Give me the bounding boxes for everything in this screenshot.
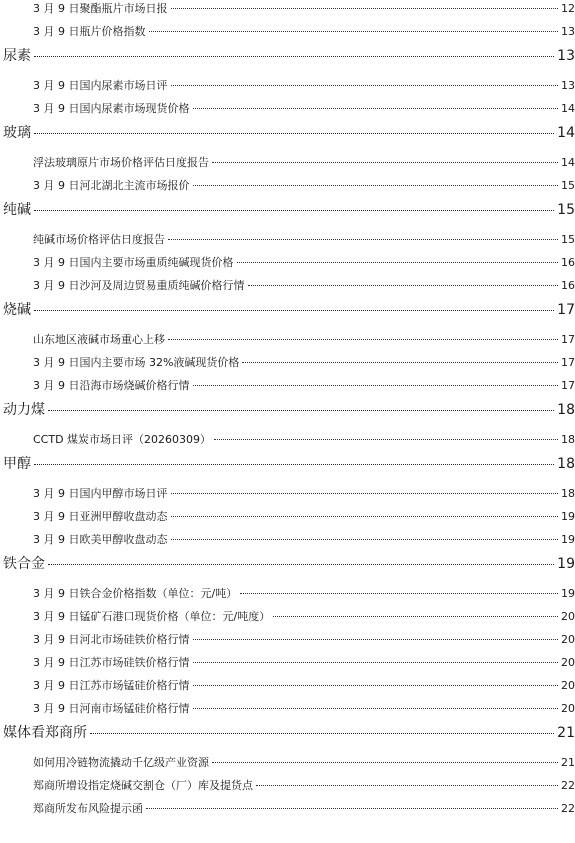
toc-section[interactable] (3, 453, 575, 473)
toc-entry-title: 甲醇 (3, 456, 31, 472)
dot-leader (193, 639, 559, 640)
toc-entry-page-number: 16 (561, 256, 575, 269)
toc-entry-page-number: 19 (561, 533, 575, 546)
toc-item[interactable] (33, 0, 575, 16)
dot-leader (193, 708, 559, 709)
toc-entry-title: 3 月 9 日国内尿素市场日评 (33, 79, 168, 92)
toc-entry-page-number: 17 (561, 356, 575, 369)
toc-section[interactable] (3, 199, 575, 219)
toc-entry-title: 3 月 9 日国内主要市场 32%液碱现货价格 (33, 356, 240, 369)
toc-item[interactable] (33, 377, 575, 393)
toc-entry-title: 如何用冷链物流撬动千亿级产业资源 (33, 756, 209, 769)
toc-entry-title: 铁合金 (3, 556, 45, 572)
toc-entry-title: 3 月 9 日河北湖北主流市场报价 (33, 179, 190, 192)
toc-item[interactable] (33, 485, 575, 501)
toc-item[interactable] (33, 608, 575, 624)
dot-leader (48, 564, 554, 565)
dot-leader (256, 785, 558, 786)
toc-entry-page-number: 18 (561, 433, 575, 446)
toc-entry-page-number: 13 (557, 48, 575, 64)
toc-entry-title: 3 月 9 日国内甲醇市场日评 (33, 487, 168, 500)
toc-entry-page-number: 17 (561, 333, 575, 346)
toc-entry-page-number: 17 (557, 302, 575, 318)
toc-item[interactable] (33, 277, 575, 293)
dot-leader (168, 239, 558, 240)
toc-entry-title: 纯碱 (3, 202, 31, 218)
toc-entry-title: 3 月 9 日江苏市场硅铁价格行情 (33, 656, 190, 669)
toc-section[interactable] (3, 299, 575, 319)
dot-leader (212, 762, 558, 763)
toc-entry-title: 3 月 9 日瓶片价格指数 (33, 25, 146, 38)
toc-entry-title: 3 月 9 日沿海市场烧碱价格行情 (33, 379, 190, 392)
dot-leader (171, 516, 559, 517)
toc-entry-page-number: 22 (561, 802, 575, 815)
toc-item[interactable] (33, 331, 575, 347)
dot-leader (90, 733, 554, 734)
dot-leader (214, 439, 558, 440)
toc-entry-page-number: 22 (561, 779, 575, 792)
toc-entry-title: 山东地区液碱市场重心上移 (33, 333, 165, 346)
toc-entry-page-number: 14 (561, 156, 575, 169)
toc-item[interactable] (33, 154, 575, 170)
toc-entry-page-number: 15 (557, 202, 575, 218)
toc-entry-page-number: 20 (561, 656, 575, 669)
toc-item[interactable] (33, 354, 575, 370)
toc-entry-page-number: 14 (561, 102, 575, 115)
toc-entry-page-number: 13 (561, 79, 575, 92)
toc-item[interactable] (33, 431, 575, 447)
dot-leader (34, 133, 554, 134)
dot-leader (242, 362, 558, 363)
toc-item[interactable] (33, 754, 575, 770)
toc-section[interactable] (3, 45, 575, 65)
toc-item[interactable] (33, 800, 575, 816)
dot-leader (149, 31, 559, 32)
toc-entry-title: 3 月 9 日国内主要市场重质纯碱现货价格 (33, 256, 234, 269)
toc-entry-title: 郑商所增设指定烧碱交割仓（厂）库及提货点 (33, 779, 253, 792)
dot-leader (193, 662, 559, 663)
toc-entry-title: 3 月 9 日河南市场锰硅价格行情 (33, 702, 190, 715)
toc-item[interactable] (33, 254, 575, 270)
toc-section[interactable] (3, 122, 575, 142)
toc-entry-title: 3 月 9 日江苏市场锰硅价格行情 (33, 679, 190, 692)
toc-entry-page-number: 21 (561, 756, 575, 769)
toc-entry-page-number: 20 (561, 679, 575, 692)
dot-leader (34, 310, 554, 311)
toc-entry-title: 媒体看郑商所 (3, 725, 87, 741)
toc-entry-title: 郑商所发布风险提示函 (33, 802, 143, 815)
dot-leader (168, 339, 558, 340)
dot-leader (193, 185, 559, 186)
toc-section[interactable] (3, 722, 575, 742)
toc-entry-page-number: 18 (561, 487, 575, 500)
dot-leader (237, 262, 559, 263)
toc-entry-page-number: 16 (561, 279, 575, 292)
dot-leader (34, 56, 554, 57)
dot-leader (48, 410, 554, 411)
dot-leader (171, 85, 559, 86)
toc-entry-page-number: 15 (561, 233, 575, 246)
toc-item[interactable] (33, 631, 575, 647)
toc-item[interactable] (33, 677, 575, 693)
toc-entry-title: 烧碱 (3, 302, 31, 318)
toc-entry-page-number: 19 (557, 556, 575, 572)
toc-entry-page-number: 20 (561, 702, 575, 715)
toc-item[interactable] (33, 777, 575, 793)
toc-section[interactable] (3, 553, 575, 573)
toc-entry-title: 纯碱市场价格评估日度报告 (33, 233, 165, 246)
toc-entry-title: 3 月 9 日沙河及周边贸易重质纯碱价格行情 (33, 279, 245, 292)
toc-entry-page-number: 12 (561, 2, 575, 15)
dot-leader (212, 162, 558, 163)
toc-item[interactable] (33, 23, 575, 39)
dot-leader (34, 464, 554, 465)
dot-leader (240, 593, 558, 594)
toc-item[interactable] (33, 77, 575, 93)
toc-item[interactable] (33, 100, 575, 116)
dot-leader (248, 285, 559, 286)
toc-entry-title: 3 月 9 日锰矿石港口现货价格（单位：元/吨度） (33, 610, 271, 623)
dot-leader (273, 616, 558, 617)
dot-leader (171, 539, 559, 540)
toc-item[interactable] (33, 585, 575, 601)
toc-item[interactable] (33, 177, 575, 193)
toc-entry-page-number: 18 (557, 456, 575, 472)
toc-entry-title: 3 月 9 日河北市场硅铁价格行情 (33, 633, 190, 646)
dot-leader (193, 108, 559, 109)
toc-entry-page-number: 15 (561, 179, 575, 192)
toc-section[interactable] (3, 399, 575, 419)
toc-entry-page-number: 17 (561, 379, 575, 392)
toc-entry-title: 3 月 9 日亚洲甲醇收盘动态 (33, 510, 168, 523)
dot-leader (193, 685, 559, 686)
toc-entry-title: 尿素 (3, 48, 31, 64)
toc-entry-page-number: 20 (561, 610, 575, 623)
toc-entry-page-number: 19 (561, 587, 575, 600)
toc-entry-title: 3 月 9 日聚酯瓶片市场日报 (33, 2, 168, 15)
dot-leader (193, 385, 559, 386)
toc-entry-title: 3 月 9 日铁合金价格指数（单位：元/吨） (33, 587, 238, 600)
toc-entry-page-number: 21 (557, 725, 575, 741)
toc-entry-title: 动力煤 (3, 402, 45, 418)
toc-entry-title: 玻璃 (3, 125, 31, 141)
toc-entry-title: 3 月 9 日欧美甲醇收盘动态 (33, 533, 168, 546)
toc-entry-title: CCTD 煤炭市场日评（20260309） (33, 433, 212, 446)
toc-entry-page-number: 18 (557, 402, 575, 418)
toc-item[interactable] (33, 531, 575, 547)
toc-item[interactable] (33, 654, 575, 670)
toc-entry-page-number: 19 (561, 510, 575, 523)
toc-entry-title: 3 月 9 日国内尿素市场现货价格 (33, 102, 190, 115)
dot-leader (171, 8, 559, 9)
toc-item[interactable] (33, 231, 575, 247)
dot-leader (171, 493, 559, 494)
toc-item[interactable] (33, 700, 575, 716)
dot-leader (34, 210, 554, 211)
toc-entry-page-number: 20 (561, 633, 575, 646)
toc-entry-page-number: 14 (557, 125, 575, 141)
dot-leader (146, 808, 558, 809)
toc-item[interactable] (33, 508, 575, 524)
toc-entry-page-number: 13 (561, 25, 575, 38)
toc-entry-title: 浮法玻璃原片市场价格评估日度报告 (33, 156, 209, 169)
